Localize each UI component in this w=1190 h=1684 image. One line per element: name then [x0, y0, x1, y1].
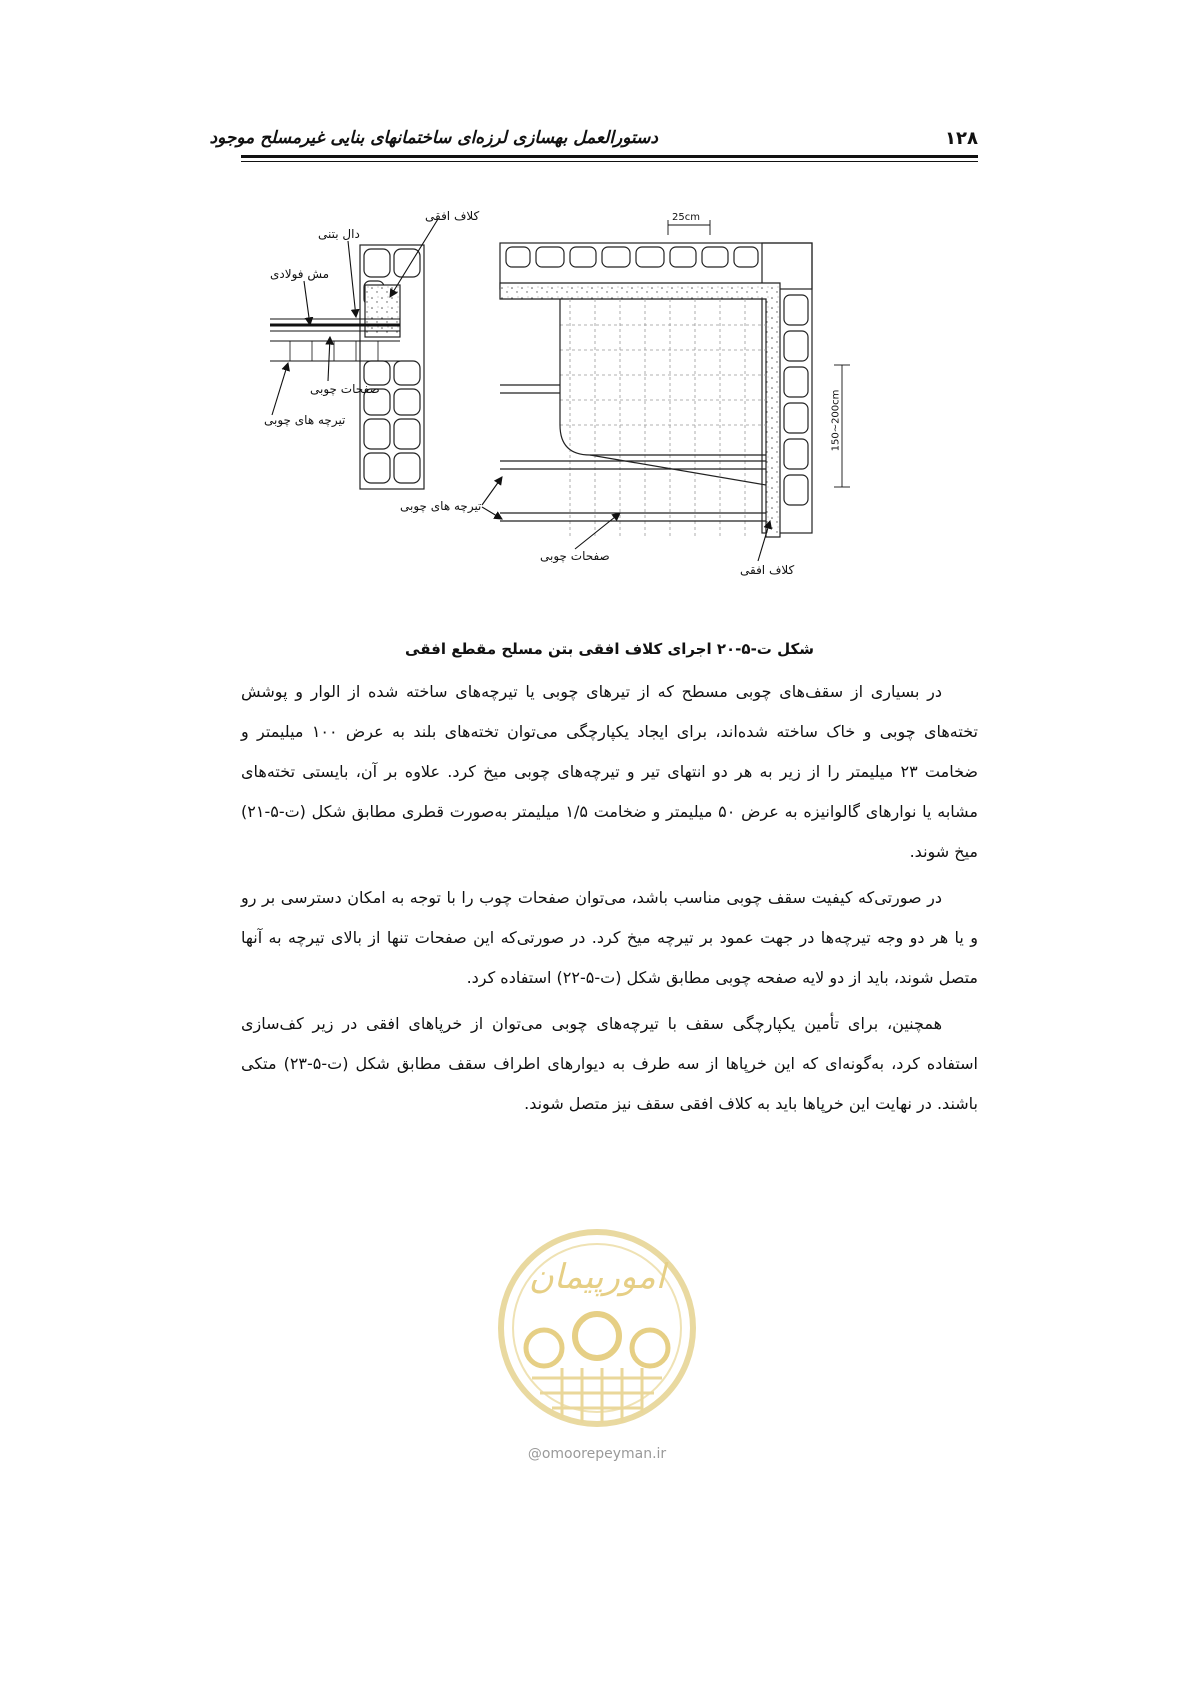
- dimension-side: 150~200cm: [830, 389, 842, 452]
- figure-horizontal-tie: [264, 209, 920, 615]
- running-title: دستورالعمل بهسازی لرزه‌ای ساختمانهای بنایی غیرمسلح موجود: [209, 128, 658, 148]
- label-horizontal-tie-right: کلاف افقی: [740, 563, 795, 577]
- left-tie-section: [365, 285, 400, 337]
- page-header: [209, 122, 978, 162]
- figure-caption: شکل ت-۵-۲۰ اجرای کلاف افقی بتن مسلح مقطع افقی: [405, 640, 814, 658]
- grid-lines: [560, 299, 766, 537]
- watermark-logo: [492, 1218, 702, 1443]
- dimension-top: 25cm: [672, 212, 700, 223]
- label-wood-boards-right: صفحات چوبی: [540, 549, 610, 563]
- joists: [500, 299, 766, 521]
- paragraph-1: در بسیاری از سقف‌های چوبی مسطح که از تیرهای چوبی یا تیرچه‌های ساخته شده از الوار و پوشش تخته‌های چوبی و خاک ساخته شده‌اند، برای ایجاد یکپارچگی می‌توان تخته‌های بلند به عرض ۱۰۰ میلیمتر و ضخامت ۲۳ میلیمتر را از زیر به هر دو انتهای تیر و تیرچه‌های چوبی میخ کرد. علاوه بر آن، بایستی تخته‌های مشابه یا نوارهای گالوانیزه به عرض ۵۰ میلیمتر و ضخامت ۱/۵ میلیمتر به‌صورت قطری مطابق شکل (ت-۵-۲۱) میخ شوند.: [241, 682, 979, 861]
- label-wood-joists-left: تیرچه های چوبی: [264, 413, 346, 427]
- header-rule-thin: [241, 161, 978, 162]
- right-tie-band: [500, 283, 780, 537]
- paragraph-2: در صورتی‌که کیفیت سقف چوبی مناسب باشد، می‌توان صفحات چوب را با توجه به امکان دسترسی بر رو و یا هر دو وجه تیرچه‌ها در جهت عمود بر تیرچه میخ کرد. در صورتی‌که این صفحات تنها از بالای تیرچه به آنها متصل شوند، باید از دو لایه صفحه چوبی مطابق شکل (ت-۵-۲۲) استفاده کرد.: [241, 888, 978, 987]
- watermark-logo-text: امورپیمان: [528, 1257, 666, 1297]
- label-concrete-slab: دال بتنی: [318, 227, 360, 241]
- body-text: [241, 672, 978, 1130]
- watermark-url: @omoorepeyman.ir: [527, 1446, 667, 1462]
- header-rule-thick: [241, 155, 978, 158]
- label-horizontal-tie-left: کلاف افقی: [425, 209, 480, 223]
- label-wood-joists-right: تیرچه های چوبی: [400, 499, 482, 513]
- paragraph-3: همچنین، برای تأمین یکپارچگی سقف با تیرچه‌های چوبی می‌توان از خرپاهای افقی در زیر کف‌سازی استفاده کرد، به‌گونه‌ای که این خرپاها از سه طرف به دیوارهای اطراف سقف مطابق شکل (ت-۵-۲۳) متکی باشند. در نهایت این خرپاها باید به کلاف افقی سقف نیز متصل شوند.: [241, 1014, 978, 1113]
- left-wall: [360, 245, 424, 489]
- page-number: ۱۲۸: [945, 128, 978, 149]
- label-wood-boards-left: صفحات چوبی: [310, 382, 380, 396]
- watermark: [492, 1218, 702, 1468]
- right-arrows: [482, 477, 770, 561]
- label-steel-mesh: مش فولادی: [270, 267, 330, 281]
- left-slab: [270, 319, 400, 361]
